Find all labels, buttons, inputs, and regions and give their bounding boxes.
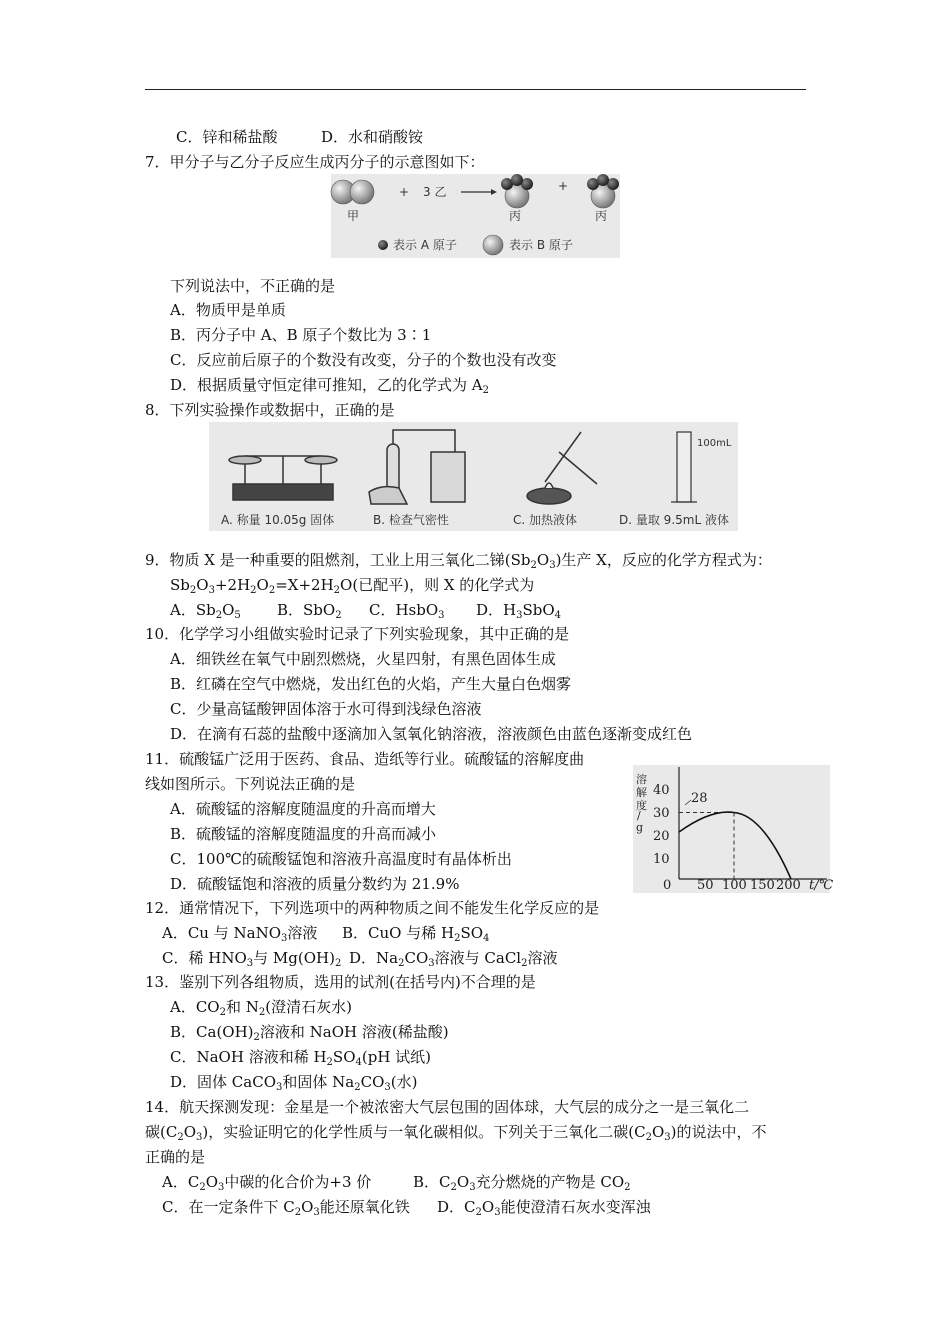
q13-option-c: C．NaOH 溶液和稀 $H_2SO_4(pH$ 试纸): [170, 1048, 432, 1068]
q13-option-a: A．$CO_2$和 $N_2$(澄清石灰水): [170, 998, 352, 1018]
q7-option-d: D．根据质量守恒定律可推知，乙的化学式为 $A_2$: [170, 376, 490, 396]
q14-stem-3: 正确的是: [145, 1148, 206, 1166]
xtick-100: 100: [722, 878, 747, 893]
q8-apparatus-figure: [209, 422, 738, 531]
q12-option-d: D．$Na_2CO_3$溶液与 CaCl$_2$溶液: [349, 949, 558, 969]
ylabel-3: 度: [636, 799, 647, 812]
xtick-150: 150: [750, 878, 775, 893]
legend-atom-a-icon: [378, 240, 388, 250]
legend-b: 表示 B 原子: [509, 238, 573, 252]
q10-option-b: B．红磷在空气中燃烧，发出红色的火焰，产生大量白色烟雾: [170, 675, 572, 693]
label-a: A. 称量 10.05g 固体: [221, 513, 335, 527]
q11-solubility-graph: [633, 765, 834, 893]
q10-option-a: A．细铁丝在氧气中剧烈燃烧，火星四射，有黑色固体生成: [170, 650, 556, 668]
q11-option-a: A．硫酸锰的溶解度随温度的升高而增大: [170, 800, 436, 818]
label-b: B. 检查气密性: [373, 513, 449, 527]
ytick-30: 30: [653, 806, 670, 821]
ylabel-1: 溶: [636, 773, 647, 786]
q11-stem-2: 线如图所示。下列说法正确的是: [145, 775, 356, 793]
solubility-curve: [679, 812, 791, 879]
q8-stem: 8．下列实验操作或数据中，正确的是: [145, 401, 395, 419]
xtick-0: 0: [663, 878, 672, 893]
q9-option-c: C．HsbO$_3$: [369, 601, 445, 621]
molecule-bing-2: [587, 174, 619, 208]
airtightness-icon: [369, 430, 465, 504]
q7-reaction-figure: [331, 174, 620, 258]
q11-option-d: D．硫酸锰饱和溶液的质量分数约为 21.9%: [170, 875, 460, 893]
label-bing-1: 丙: [509, 209, 522, 223]
q7-option-c: C．反应前后原子的个数没有改变，分子的个数也没有改变: [170, 351, 557, 369]
q7-option-b: B．丙分子中 A、B 原子个数比为 3∶1: [170, 326, 432, 344]
xunit: t/℃: [809, 878, 834, 893]
q6-option-d: D．水和硝酸铵: [321, 128, 424, 146]
q14-stem-1: 14．航天探测发现：金星是一个被浓密大气层包围的固体球，大气层的成分之一是三氧化二: [145, 1098, 750, 1116]
molecule-jia: [331, 180, 374, 204]
q9-option-a: A．$Sb_2O_5$: [170, 601, 241, 621]
q14-stem-2: 碳$(C_2O_3)$，实验证明它的化学性质与一氧化碳相似。下列关于三氧化二碳$(C_2O_3)$的说法中，不: [145, 1123, 767, 1143]
ylabel-2: 解: [636, 786, 647, 799]
label-jia: 甲: [347, 209, 360, 223]
q14-option-b: B．$C_2O_3$充分燃烧的产物是 $CO_2$: [413, 1173, 631, 1193]
q7-prompt: 下列说法中，不正确的是: [170, 277, 336, 295]
heating-icon: [527, 432, 597, 504]
ytick-20: 20: [653, 829, 670, 844]
legend-a: 表示 A 原子: [393, 238, 457, 252]
peak-label: 28: [691, 791, 708, 806]
q11-option-c: C．100℃的硫酸锰饱和溶液升高温度时有晶体析出: [170, 850, 512, 868]
q6-option-c: C．锌和稀盐酸: [176, 128, 278, 146]
q12-stem: 12．通常情况下，下列选项中的两种物质之间不能发生化学反应的是: [145, 899, 600, 917]
xtick-50: 50: [697, 878, 714, 893]
ytick-10: 10: [653, 852, 670, 867]
balance-icon: [229, 456, 337, 500]
q12-option-c: C．稀 $HNO_3$与 $Mg(OH)_2$: [162, 949, 342, 969]
q10-option-c: C．少量高锰酸钾固体溶于水可得到浅绿色溶液: [170, 700, 482, 718]
label-yi: 3 乙: [423, 185, 447, 199]
ylabel-5: g: [636, 821, 644, 834]
q11-option-b: B．硫酸锰的溶解度随温度的升高而减小: [170, 825, 437, 843]
ylabel-4: /: [637, 809, 641, 822]
q13-stem: 13．鉴别下列各组物质，选用的试剂(在括号内)不合理的是: [145, 973, 536, 991]
q14-option-d: D．$C_2O_3$能使澄清石灰水变浑浊: [437, 1198, 651, 1218]
plus-2: +: [558, 179, 569, 193]
q14-option-c: C．在一定条件下 $C_2O_3$能还原氧化铁: [162, 1198, 410, 1218]
label-c: C. 加热液体: [513, 513, 578, 527]
legend-atom-b-icon: [483, 235, 503, 255]
label-d: D. 量取 9.5mL 液体: [619, 513, 729, 527]
q9-option-d: D．$H_3SbO_4$: [476, 601, 562, 621]
q12-option-a: A．Cu 与 NaNO$_3$溶液: [162, 924, 318, 944]
ytick-40: 40: [653, 783, 670, 798]
label-bing-2: 丙: [595, 209, 608, 223]
q9-stem: 9．物质 X 是一种重要的阻燃剂，工业上用三氧化二锑$(Sb_2O_3)$生产 X，反应的化学方程式为：: [145, 551, 772, 571]
label-cylinder: 100mL: [697, 438, 732, 449]
q11-stem-1: 11．硫酸锰广泛用于医药、食品、造纸等行业。硫酸锰的溶解度曲: [145, 750, 585, 768]
header-rule: [145, 89, 806, 90]
q10-stem: 10．化学学习小组做实验时记录了下列实验现象，其中正确的是: [145, 625, 570, 643]
q13-option-b: B．$Ca(OH)_2$溶液和 NaOH 溶液(稀盐酸): [170, 1023, 449, 1043]
q14-option-a: A．$C_2O_3$中碳的化合价为+3 价: [162, 1173, 372, 1193]
plus-1: +: [399, 185, 410, 199]
molecule-bing-1: [501, 174, 533, 208]
q12-option-b: B．CuO 与稀 $H_2SO_4$: [342, 924, 490, 944]
q7-stem: 7．甲分子与乙分子反应生成丙分子的示意图如下：: [145, 153, 485, 171]
q7-option-a: A．物质甲是单质: [170, 301, 286, 319]
q10-option-d: D．在滴有石蕊的盐酸中逐滴加入氢氧化钠溶液，溶液颜色由蓝色逐渐变成红色: [170, 725, 693, 743]
graduated-cylinder-icon: [671, 432, 697, 502]
q9-option-b: B．SbO$_2$: [277, 601, 342, 621]
q13-option-d: D．固体 CaCO$_3$和固体 $Na_2CO_3$(水): [170, 1073, 418, 1093]
q9-equation: $Sb_2O_3+2H_2O_2=X+2H_2O$(已配平)，则 X 的化学式为: [170, 576, 535, 596]
xtick-200: 200: [776, 878, 801, 893]
